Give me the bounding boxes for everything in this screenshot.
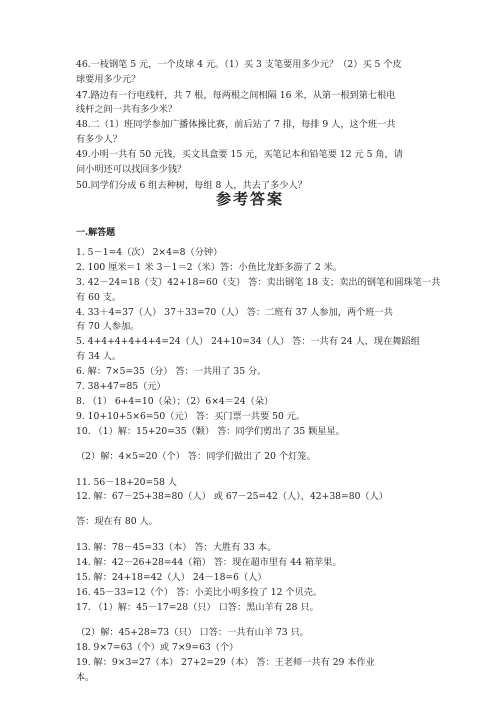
question-line: 47.路边有一行电线杆，共 7 根，每两根之间相隔 16 米，从第一根到第七根电 (76, 90, 396, 101)
answer-line: 7. 38+47=85（元） (76, 381, 166, 392)
answer-line: 18. 9×7=63（个）或 7×9=63（个） (76, 642, 239, 653)
answer-line: （2）解：4×5=20（个） 答：同学们做出了 20 个灯笼。 (76, 451, 316, 462)
answer-line: 5. 4+4+4+4+4+4=24（人） 24+10=34（人） 答：一共有 24 人，现在舞蹈组 (76, 336, 420, 347)
answer-line: 本。 (76, 672, 95, 683)
answer-line: 答：现在有 80 人。 (76, 516, 158, 527)
question-line: 有多少人？ (76, 134, 122, 145)
answer-line: 8. （1） 6+4=10（朵）；（2）6×4＝24（朵） (76, 396, 274, 407)
answer-line: 6. 解：7×5=35（分） 答：一共用了 35 分。 (76, 366, 267, 377)
answer-line: 2. 100 厘米＝1 米 3－1＝2（米）答：小鱼比龙虾多游了 2 米。 (76, 262, 342, 273)
answer-line: 有 60 支。 (76, 292, 122, 303)
answer-line: 3. 42－24=18（支）42+18=60（支） 答：卖出钢笔 18 支；卖出的钢笔和圆珠笔一共 (76, 277, 441, 288)
answer-title: 参考答案 (215, 190, 284, 208)
question-line: 46.一枝钢笔 5 元，一个皮球 4 元。（1）买 3 支笔要用多少元？（2）买 5 个皮 (76, 59, 402, 70)
question-line: 线杆之间一共有多少米？ (76, 104, 178, 115)
answer-line: 1. 5－1=4（次） 2×4=8（分钟） (76, 247, 223, 258)
answer-line: 12. 解：67－25+38=80（人） 或 67－25=42（人），42+38=80（人） (76, 491, 388, 502)
answer-line: 14. 解：42－26+28=44（箱） 答：现在超市里有 44 箱苹果。 (76, 557, 342, 568)
question-line: 球要用多少元？ (76, 74, 141, 85)
answer-line: 有 34 人。 (76, 351, 122, 362)
answer-line: 10. （1）解：15+20=35（颗） 答：同学们剪出了 35 颗星星。 (76, 426, 345, 437)
question-line: 问小明还可以找回多少钱？ (76, 164, 187, 175)
answer-line: 4. 33＋4=37（人） 37＋33=70（人） 答：二班有 37 人参加，两个班一共 (76, 307, 393, 318)
answer-line: 13. 解：78－45=33（本） 答：大胜有 33 本。 (76, 542, 277, 553)
answer-line: 17. （1）解：45－17=28（只） 口答：黑山羊有 28 只。 (76, 602, 319, 613)
answer-line: 15. 解：24+18=42（人） 24－18=6（人） (76, 572, 267, 583)
question-line: 49.小明一共有 50 元钱，买文具盒要 15 元，买笔记本和铅笔要 12 元 5 角，请 (76, 149, 403, 160)
answer-line: 19. 解：9×3=27（本） 27+2=29（本） 答：王老师一共有 29 本作业 (76, 657, 375, 668)
question-line: 48.二（1）班同学参加广播体操比赛，前后站了 7 排，每排 9 人，这个班一共 (76, 119, 396, 130)
answer-line: 11. 56－18+20=58 人 (76, 477, 177, 488)
answer-line: （2）解：45+28=73（只） 口答：一共有山羊 73 只。 (76, 627, 309, 638)
answer-line: 16. 45－33=12（个） 答：小美比小明多捡了 12 个贝壳。 (76, 587, 323, 598)
answer-line: 9. 10+10+5×6=50（元） 答：买门票一共要 50 元。 (76, 411, 306, 422)
question-line: 50.同学们分成 6 组去种树，每组 8 人，共去了多少人？ (76, 180, 307, 191)
section-title: 一.解答题 (76, 228, 116, 238)
answer-line: 有 70 人参加。 (76, 321, 140, 332)
